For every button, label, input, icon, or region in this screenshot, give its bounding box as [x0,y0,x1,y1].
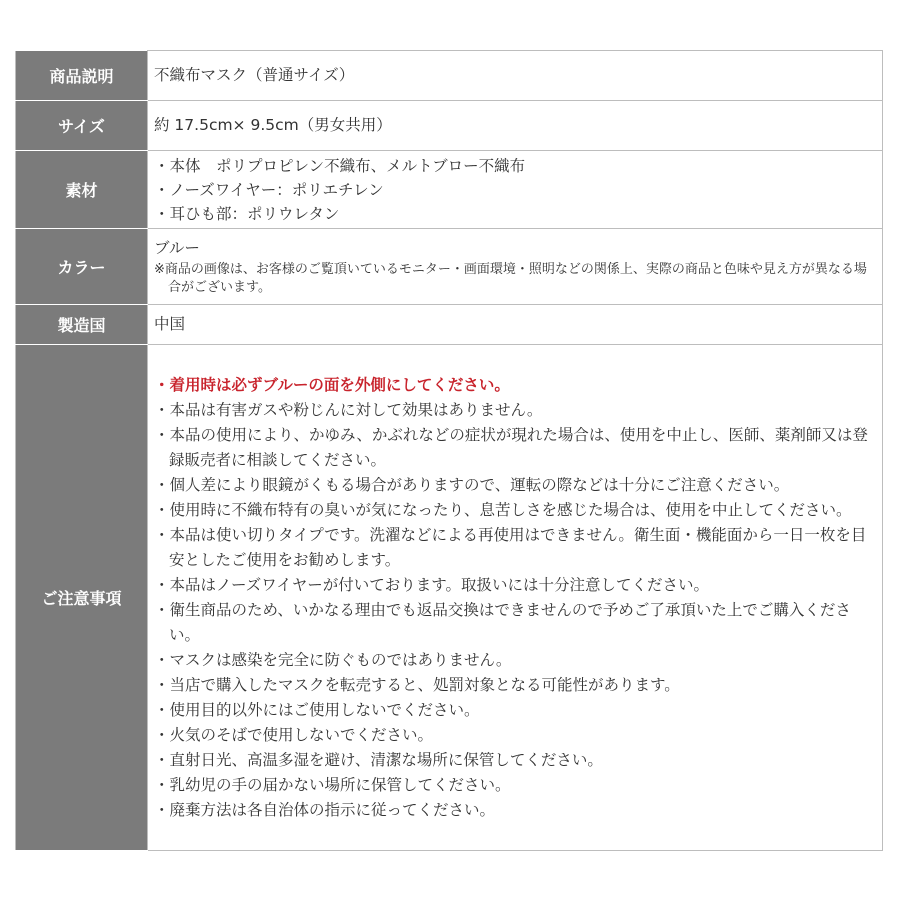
color-value: ブルー [154,239,200,257]
caution-item: ・当店で購入したマスクを転売すると、処罰対象となる可能性があります。 [154,675,680,694]
caution-item: ・本品は有害ガスや粉じんに対して効果はありません。 [154,400,543,419]
product-spec-table [15,50,883,851]
label-description: 商品説明 [16,51,148,101]
value-material [148,151,883,229]
row-size [16,101,883,151]
material-line: ・本体 ポリプロピレン不織布、メルトブロー不織布 [154,156,526,175]
caution-item: ・乳幼児の手の届かない場所に保管してください。 [154,775,511,794]
caution-item: ・火気のそばで使用しないでください。 [154,725,434,744]
material-line: ・耳ひも部：ポリウレタン [154,204,340,223]
caution-item-warning: ・着用時は必ずブルーの面を外側にしてください。 [154,375,510,394]
label-material: 素材 [16,151,148,229]
color-note: ※商品の画像は、お客様のご覧頂いているモニター・画面環境・照明などの関係上、実際の商品と色味や見え方が異なる場合がございます。 [154,262,867,295]
label-country: 製造国 [16,305,148,345]
material-line: ・ノーズワイヤー：ポリエチレン [154,180,384,199]
value-color [148,229,883,305]
caution-item: ・使用目的以外にはご使用しないでください。 [154,700,480,719]
caution-item: ・マスクは感染を完全に防ぐものではありません。 [154,650,512,669]
value-size: 約 17.5cm× 9.5cm（男女共用） [148,101,883,151]
caution-item: ・廃棄方法は各自治体の指示に従ってください。 [154,800,496,819]
row-description [16,51,883,101]
caution-item: ・本品はノーズワイヤーが付いております。取扱いには十分注意してください。 [154,575,710,594]
label-size: サイズ [16,101,148,151]
row-material [16,151,883,229]
caution-item: ・直射日光、高温多湿を避け、清潔な場所に保管してください。 [154,750,603,769]
value-description: 不織布マスク（普通サイズ） [148,51,883,101]
caution-item: ・本品の使用により、かゆみ、かぶれなどの症状が現れた場合は、使用を中止し、医師、薬剤師又は登録販売者に相談してください。 [154,425,868,469]
caution-item: ・個人差により眼鏡がくもる場合がありますので、運転の際などは十分にご注意ください。 [154,475,790,494]
row-country [16,305,883,345]
caution-item: ・使用時に不織布特有の臭いが気になったり、息苦しさを感じた場合は、使用を中止してください。 [154,500,852,519]
caution-item: ・本品は使い切りタイプです。洗濯などによる再使用はできません。衛生面・機能面から一日一枚を目安としたご使用をお勧めします。 [154,525,867,569]
row-cautions [16,345,883,851]
value-country: 中国 [148,305,883,345]
label-color: カラー [16,229,148,305]
row-color [16,229,883,305]
caution-item: ・衛生商品のため、いかなる理由でも返品交換はできませんので予めご了承頂いた上でご購入ください。 [154,600,851,644]
cautions-list [148,345,883,851]
label-cautions: ご注意事項 [16,345,148,851]
